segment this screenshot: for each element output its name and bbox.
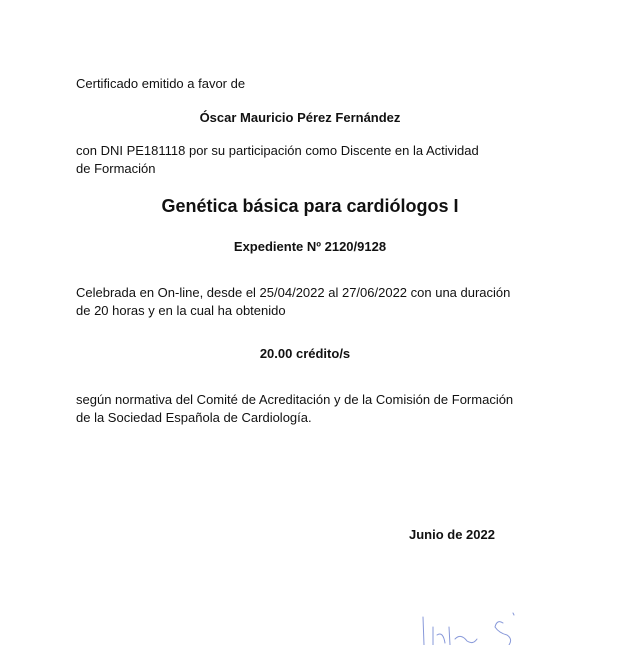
- signature-icon: [415, 605, 535, 645]
- file-number: Expediente Nº 2120/9128: [233, 239, 387, 254]
- recipient-name: Óscar Mauricio Pérez Fernández: [199, 110, 401, 125]
- dni-line-2: de Formación: [76, 161, 156, 176]
- issue-date: Junio de 2022: [409, 527, 495, 542]
- credits: 20.00 crédito/s: [259, 346, 351, 361]
- held-line-2: de 20 horas y en la cual ha obtenido: [76, 303, 286, 318]
- norm-line-1: según normativa del Comité de Acreditación y de la Comisión de Formación: [76, 392, 514, 407]
- norm-line-2: de la Sociedad Española de Cardiología.: [76, 410, 312, 425]
- dni-line-1: con DNI PE181118 por su participación como Discente en la Actividad: [76, 143, 479, 158]
- intro-text: Certificado emitido a favor de: [76, 76, 246, 91]
- activity-title: Genética básica para cardiólogos I: [161, 196, 459, 216]
- held-line-1: Celebrada en On-line, desde el 25/04/2022 al 27/06/2022 con una duración: [76, 285, 511, 300]
